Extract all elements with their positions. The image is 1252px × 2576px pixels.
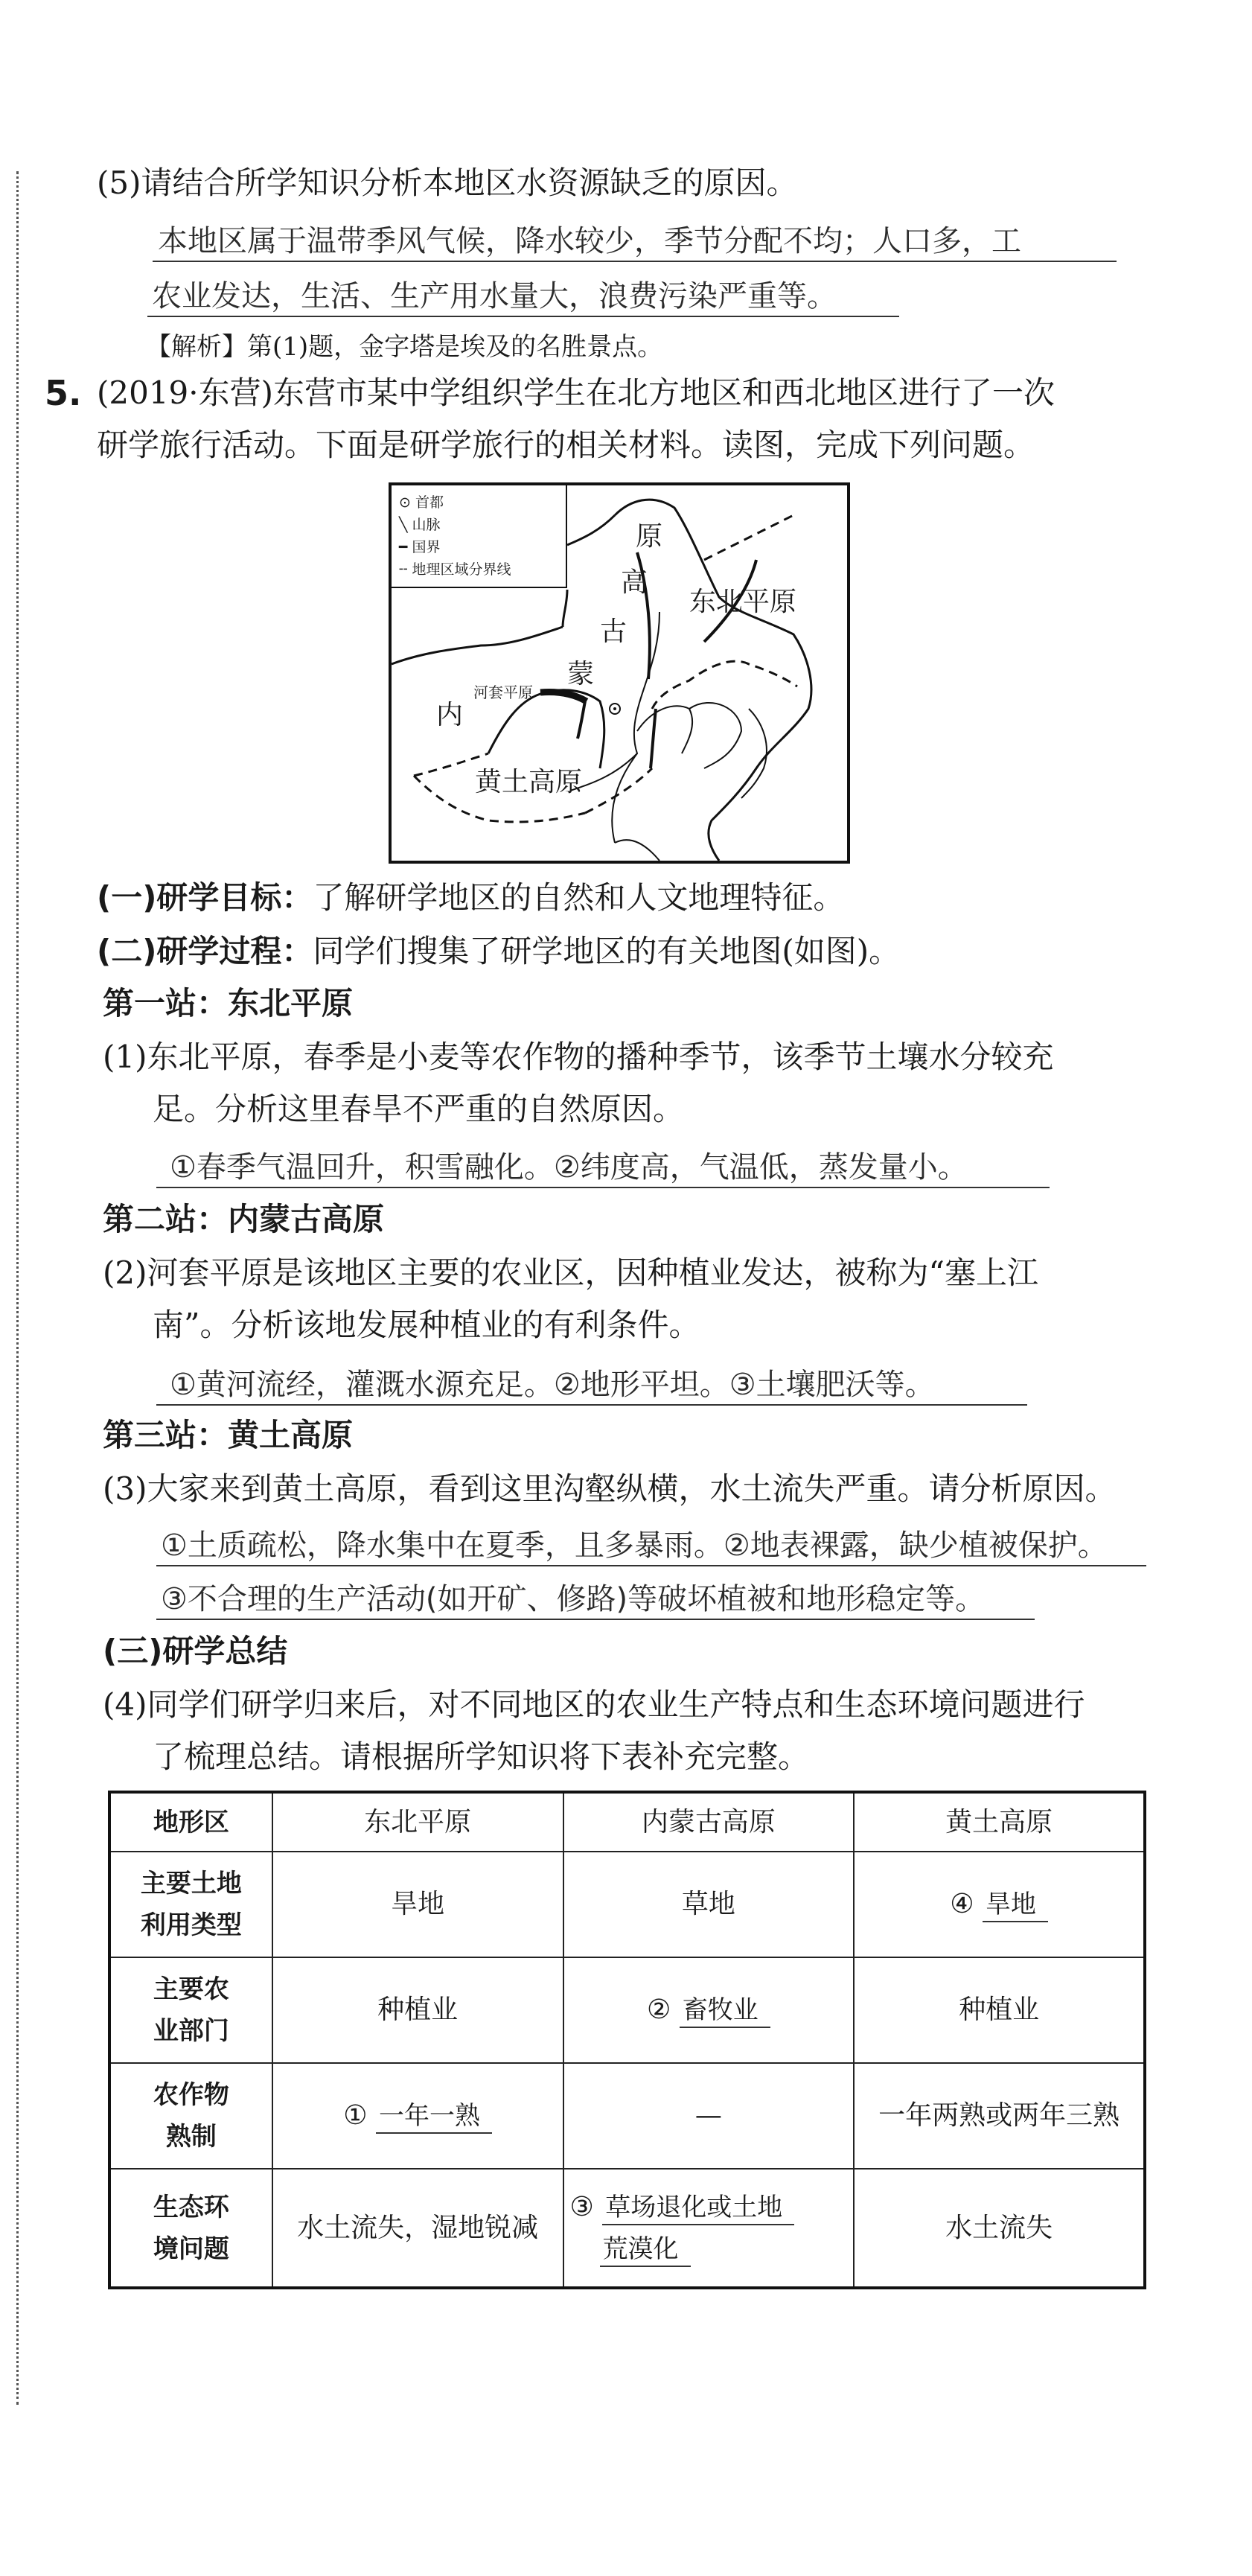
table-answer-cell: ② 畜牧业 bbox=[563, 1957, 855, 2063]
legend-capital: ⊙ 首都 bbox=[399, 494, 444, 511]
legend-region-boundary: ╌ 地理区域分界线 bbox=[399, 561, 511, 578]
question-stem-line2: 研学旅行活动。下面是研学旅行的相关材料。读图，完成下列问题。 bbox=[97, 427, 1035, 463]
question-stem-line1: (2019·东营)东营市某中学组织学生在北方地区和西北地区进行了一次 bbox=[97, 374, 1055, 411]
table-header-row bbox=[109, 1792, 1145, 1852]
table-cell: 种植业 bbox=[854, 1957, 1145, 2063]
map-label-gu: 古 bbox=[600, 616, 627, 647]
station1-heading: 第一站：东北平原 bbox=[103, 985, 354, 1021]
answer-underline bbox=[156, 1565, 1146, 1566]
table-header-cell: 内蒙古高原 bbox=[563, 1792, 855, 1852]
map-label-hetao-plain: 河套平原 bbox=[473, 683, 533, 701]
goal-row: (一)研学目标：了解研学地区的自然和人文地理特征。 bbox=[97, 879, 845, 916]
map-label-loess-plateau: 黄土高原 bbox=[475, 767, 583, 797]
s3-answer-line1: ①土质疏松，降水集中在夏季，且多暴雨。②地表裸露，缺少植被保护。 bbox=[161, 1528, 1108, 1563]
table-answer-cell: ③ 草场退化或土地 荒漠化 bbox=[563, 2169, 855, 2288]
table-header-cell: 东北平原 bbox=[272, 1792, 563, 1852]
answer-underline bbox=[156, 1187, 1050, 1188]
answer-underline bbox=[153, 261, 1117, 262]
table-row bbox=[109, 2063, 1145, 2169]
legend-border: ━ 国界 bbox=[399, 539, 441, 555]
table-cell: 水土流失 bbox=[854, 2169, 1145, 2288]
table-cell: — bbox=[563, 2063, 855, 2169]
answer-underline bbox=[147, 316, 899, 317]
s1-answer: ①春季气温回升，积雪融化。②纬度高，气温低，蒸发量小。 bbox=[170, 1150, 968, 1185]
process-row: (二)研学过程：同学们搜集了研学地区的有关地图(如图)。 bbox=[97, 933, 901, 969]
table-row bbox=[109, 2169, 1145, 2288]
table-cell: 旱地 bbox=[272, 1852, 563, 1957]
s3-answer-line2: ③不合理的生产活动(如开矿、修路)等破坏植被和地形稳定等。 bbox=[161, 1582, 986, 1616]
s2-question-line1: (2)河套平原是该地区主要的农业区，因种植业发达，被称为“塞上江 bbox=[103, 1254, 1038, 1291]
binding-margin-line bbox=[16, 171, 19, 2405]
row-label: 主要土地 利用类型 bbox=[109, 1852, 272, 1957]
station2-heading: 第二站：内蒙古高原 bbox=[103, 1201, 385, 1237]
summary-heading: (三)研学总结 bbox=[103, 1633, 288, 1669]
summary-table bbox=[108, 1791, 1146, 2289]
table-header-cell: 地形区 bbox=[109, 1792, 272, 1852]
table-cell: 种植业 bbox=[272, 1957, 563, 2063]
map-label-yuan: 原 bbox=[636, 521, 663, 552]
answer-underline bbox=[156, 1404, 1027, 1406]
analysis-note: 【解析】第(1)题，金字塔是埃及的名胜景点。 bbox=[146, 332, 663, 362]
sub5-answer-line1: 本地区属于温带季风气候，降水较少，季节分配不均；人口多，工 bbox=[158, 224, 1021, 258]
map-legend bbox=[392, 485, 567, 588]
s2-answer: ①黄河流经，灌溉水源充足。②地形平坦。③土壤肥沃等。 bbox=[170, 1368, 935, 1402]
s1-question-line1: (1)东北平原，春季是小麦等农作物的播种季节，该季节土壤水分较充 bbox=[103, 1039, 1054, 1075]
s2-question-line2: 南”。分析该地发展种植业的有利条件。 bbox=[153, 1307, 700, 1343]
s1-question-line2: 足。分析这里春旱不严重的自然原因。 bbox=[153, 1091, 685, 1127]
table-row bbox=[109, 1957, 1145, 2063]
table-row bbox=[109, 1852, 1145, 1957]
station3-heading: 第三站：黄土高原 bbox=[103, 1417, 354, 1453]
table-cell: 水土流失，湿地锐减 bbox=[272, 2169, 563, 2288]
map-label-gao: 高 bbox=[621, 567, 648, 598]
row-label: 生态环 境问题 bbox=[109, 2169, 272, 2288]
region-map bbox=[389, 482, 850, 864]
s3-question-line1: (3)大家来到黄土高原，看到这里沟壑纵横，水土流失严重。请分析原因。 bbox=[103, 1470, 1117, 1507]
map-label-nei: 内 bbox=[436, 700, 464, 730]
row-label: 农作物 熟制 bbox=[109, 2063, 272, 2169]
s4-question-line1: (4)同学们研学归来后，对不同地区的农业生产特点和生态环境问题进行 bbox=[103, 1686, 1085, 1723]
table-answer-cell: ① 一年一熟 bbox=[272, 2063, 563, 2169]
map-label-meng: 蒙 bbox=[567, 659, 595, 689]
map-label-dongbei-plain: 东北平原 bbox=[689, 587, 797, 617]
s4-question-line2: 了梳理总结。请根据所学知识将下表补充完整。 bbox=[153, 1738, 810, 1775]
table-cell: 一年两熟或两年三熟 bbox=[854, 2063, 1145, 2169]
row-label: 主要农 业部门 bbox=[109, 1957, 272, 2063]
sub5-answer-line2: 农业发达，生活、生产用水量大，浪费污染严重等。 bbox=[152, 279, 837, 313]
legend-mountain: ╲ 山脉 bbox=[399, 517, 441, 533]
table-cell: 草地 bbox=[563, 1852, 855, 1957]
sub5-question: (5)请结合所学知识分析本地区水资源缺乏的原因。 bbox=[97, 165, 798, 201]
question-number: 5. bbox=[45, 373, 82, 413]
answer-underline bbox=[156, 1619, 1035, 1620]
table-answer-cell: ④ 旱地 bbox=[854, 1852, 1145, 1957]
table-header-cell: 黄土高原 bbox=[854, 1792, 1145, 1852]
